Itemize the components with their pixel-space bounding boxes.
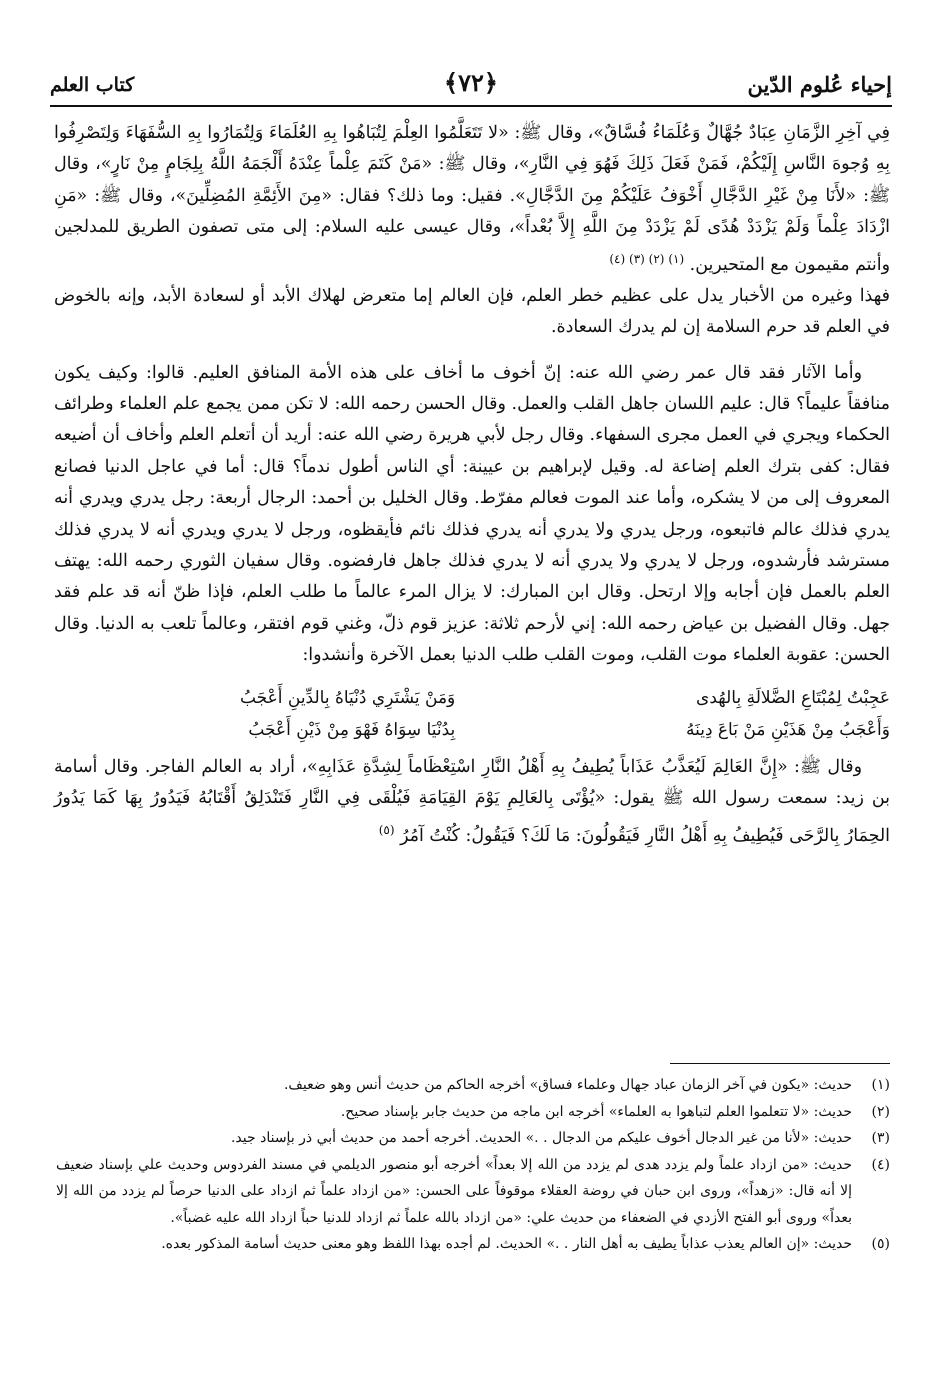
footnote: [56, 1099, 890, 1126]
paragraph-3: وأما الآثار فقد قال عمر رضي الله عنه: إنّ أخوف ما أخاف على هذه الأمة المنافق العليم. قالوا: وكيف يكون منافقاً عليماً؟ قال: عليم اللسان جاهل القلب والعمل. وقال الحسن رحمه الله: لا تكن ممن يجمع علم العلماء وطرائف الحكماء ويجري في العمل مجرى السفهاء. وقال رجل لأبي هريرة رضي الله عنه: أريد أن أتعلم العلم وأخاف أن أضيعه فقال: كفى بترك العلم إضاعة له. وقيل لإبراهيم بن عيينة: أي الناس أطول ندماً؟ قال: أما في عاجل الدنيا فصانع المعروف إلى من لا يشكره، وأما عند الموت فعالم مفرّط. وقال الخليل بن أحمد: الرجال أربعة: رجل يدري ويدري أنه يدري فذلك عالم فاتبعوه، ورجل يدري ولا يدري أنه يدري فذلك نائم فأيقظوه، ورجل لا يدري ويدري أنه لا يدري فذلك مسترشد فأرشدوه، ورجل لا يدري ولا يدري أنه لا يدري فذلك جاهل فارفضوه. وقال سفيان الثوري رحمه الله: يهتف العلم بالعمل فإن أجابه وإلا ارتحل. وقال ابن المبارك: لا يزال المرء عالماً ما طلب العلم، فإذا ظنّ أنه قد علم فقد جهل. وقال الفضيل بن عياض رحمه الله: إني لأرحم ثلاثة: عزيز قوم ذلّ، وغني قوم افتقر، وعالماً تلعب به الدنيا. وقال الحسن: عقوبة العلماء موت القلب، وموت القلب طلب الدنيا بعمل الآخرة وأنشدوا:: [54, 362, 890, 666]
main-text: [54, 118, 890, 852]
footnote-text: حديث: «لا تتعلموا العلم لتباهوا به العلماء» أخرجه ابن ماجه من حديث جابر بإسناد صحيح.: [340, 1103, 852, 1120]
header-rule: [50, 105, 892, 107]
footnote-text: حديث: «من ازداد علماً ولم يزدد هدى لم يزدد من الله إلا بعداً» أخرجه أبو منصور الديلمي في مسند الفردوس وحديث علي بإسناد ضعيف إلا أنه قال: «زهداً»، وروى ابن حبان في روضة العقلاء موقوفاً على الحسن: «من ازداد علماً ثم ازداد على الدنيا حرصاً لم يزدد من الله إلا بعداً» وروى أبو الفتح الأزدي في الضعفاء من حديث علي: «من ازداد بالله علماً ثم ازداد للدنيا حباً ازداد الله عليه غضباً».: [56, 1156, 852, 1226]
poem: [54, 682, 890, 746]
poem-verse: [54, 714, 890, 746]
footnote-number: (٤): [871, 1156, 890, 1173]
verse-second-half: وَمَنْ يَشْتَرِي دُنْيَاهُ بِالدِّينِ أَعْجَبُ: [239, 687, 456, 708]
footnote: [56, 1152, 890, 1232]
footnotes: [56, 1072, 890, 1258]
page-header: [50, 66, 892, 106]
footnote-mark: (١): [668, 251, 685, 266]
footnote-text: حديث: «إن العالم يعذب عذاباً يطيف به أهل النار . .» الحديث. لم أجده بهذا اللفظ وهو معنى حديث أسامة المذكور بعده.: [161, 1236, 852, 1252]
footnote-mark: (٣): [629, 251, 645, 266]
verse-second-half: بِدُنْيَا سِوَاهُ فَهْوَ مِنْ ذَيْنِ أَعْجَبُ: [248, 719, 456, 740]
footnote-rule: [670, 1063, 890, 1064]
footnote-number: (١): [871, 1077, 890, 1093]
paragraph-1: [54, 118, 890, 281]
footnote-mark: (٥): [378, 822, 395, 837]
verse-first-half: وَأَعْجَبُ مِنْ هَذَيْنِ مَنْ بَاعَ دِينَهُ: [685, 719, 890, 740]
footnote-number: (٥): [871, 1236, 890, 1252]
footnote-text: حديث: «يكون في آخر الزمان عباد جهال وعلماء فساق» أخرجه الحاكم من حديث أنس وهو ضعيف.: [283, 1077, 852, 1093]
chapter-title: كتاب العلم: [50, 74, 135, 96]
footnote: [56, 1231, 890, 1258]
footnote: [56, 1072, 890, 1099]
verse-first-half: عَجِبْتُ لِمُبْتَاعِ الضَّلالَةِ بِالهُدى: [696, 687, 890, 708]
footnote-number: (٢): [871, 1103, 890, 1120]
footnote-text: حديث: «لأنا من غير الدجال أخوف عليكم من الدجال . .» الحديث. أخرجه أحمد من حديث أبي ذر بإسناد جيد.: [230, 1130, 852, 1146]
paragraph-text: وقال ﷺ: «إِنَّ العَالِمَ لَيُعَذَّبُ عَذَاباً يُطِيفُ بِهِ أَهْلُ النَّارِ اسْتِعْظَاماً لِشِدَّةِ عَذَابِهِ»، أراد به العالم الفاجر. وقال أسامة بن زيد: سمعت رسول الله ﷺ يقول: «يُؤْتَى بِالعَالِمِ يَوْمَ القِيَامَةِ فَيُلْقَى فِي النَّارِ فَتَنْدَلِقُ أَقْتَابُهُ فَيَدُورُ بِهَا كَمَا يَدُورُ الحِمَارُ بِالرَّحَى فَيُطِيفُ بِهِ أَهْلُ النَّارِ فَيَقُولُونَ: مَا لَكَ؟ فَيَقُولُ: كُنْتُ آمُرُ: [54, 756, 890, 846]
poem-verse: [54, 682, 890, 714]
footnote-number: (٣): [871, 1130, 890, 1146]
book-title: إحياء عُلوم الدّين: [747, 72, 892, 97]
page-number: ﴿٧٢﴾: [444, 68, 498, 97]
footnote-mark: (٢): [648, 251, 665, 266]
footnote-mark: (٤): [609, 251, 626, 266]
paragraph-text: فِي آخِرِ الزَّمَانِ عِبَادٌ جُهَّالٌ وَعُلَمَاءُ فُسَّاقٌ»، وقال ﷺ: «لا تَتَعَلَّمُوا العِلْمَ لِتُبَاهُوا بِهِ العُلَمَاءَ وَلِتُمَارُوا بِهِ السُّفَهَاءَ وَلِتَصْرِفُوا بِهِ وُجوهَ النَّاسِ إِلَيْكُمْ، فَمَنْ فَعَلَ ذَلِكَ فَهُوَ فِي النَّارِ»، وقال ﷺ: «مَنْ كَتَمَ عِلْماً عِنْدَهُ أَلْجَمَهُ اللَّهُ بِلِجَامٍ مِنْ نَارٍ»، وقال ﷺ: «لأَنَا مِنْ غَيْرِ الدَّجَّالِ أَخْوَفُ عَلَيْكُمْ مِنَ الدَّجَّالِ». فقيل: وما ذلك؟ فقال: «مِنَ الأَئِمَّةِ المُضِلِّينَ»، وقال ﷺ: «مَنِ ازْدَادَ عِلْماً وَلَمْ يَزْدَدْ هُدًى لَمْ يَزْدَدْ مِنَ اللَّهِ إِلاَّ بُعْداً»، وقال عيسى عليه السلام: إلى متى تصفون الطريق للمدلجين وأنتم مقيمون مع المتحيرين.: [54, 123, 890, 275]
footnote-marks: [609, 252, 684, 266]
paragraph-4: [54, 752, 890, 852]
paragraph-2: فهذا وغيره من الأخبار يدل على عظيم خطر العلم، فإن العالم إما متعرض لهلاك الأبد أو لسعادة الأبد، وإنه بالخوض في العلم قد حرم السلامة إن لم يدرك السعادة.: [54, 285, 890, 338]
footnote: [56, 1125, 890, 1152]
